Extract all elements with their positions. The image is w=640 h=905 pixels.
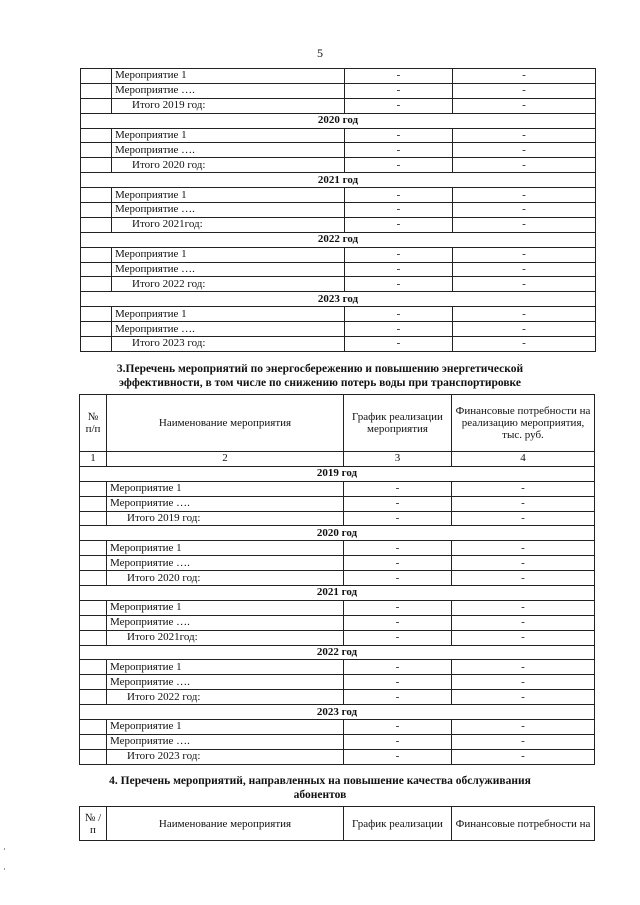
row-number-cell bbox=[81, 247, 112, 262]
table2-body bbox=[80, 466, 595, 764]
table-row bbox=[80, 496, 595, 511]
schedule-cell: - bbox=[344, 571, 452, 586]
total-label: Итого 2020 год: bbox=[107, 571, 344, 586]
schedule-cell: - bbox=[345, 188, 453, 203]
finance-cell: - bbox=[453, 322, 596, 337]
total-label: Итого 2021год: bbox=[107, 630, 344, 645]
table-row bbox=[80, 600, 595, 615]
table-row bbox=[81, 143, 596, 158]
table-row bbox=[81, 83, 596, 98]
table-row bbox=[80, 615, 595, 630]
total-row bbox=[80, 749, 595, 764]
year-label: 2020 год bbox=[80, 526, 595, 541]
table-row bbox=[81, 322, 596, 337]
finance-cell: - bbox=[453, 128, 596, 143]
column-number-2: 2 bbox=[107, 452, 344, 467]
activity-name: Мероприятие …. bbox=[112, 203, 345, 218]
finance-cell: - bbox=[453, 188, 596, 203]
row-number-cell bbox=[81, 217, 112, 232]
activity-name: Мероприятие 1 bbox=[107, 600, 344, 615]
schedule-cell: - bbox=[344, 720, 452, 735]
row-number-cell bbox=[80, 481, 107, 496]
total-label: Итого 2019 год: bbox=[112, 98, 345, 113]
table-row bbox=[80, 720, 595, 735]
total-row bbox=[81, 337, 596, 352]
activity-name: Мероприятие 1 bbox=[112, 247, 345, 262]
row-number-cell bbox=[80, 600, 107, 615]
schedule-cell: - bbox=[344, 496, 452, 511]
row-number-cell bbox=[81, 188, 112, 203]
activity-name: Мероприятие …. bbox=[112, 262, 345, 277]
header-name: Наименование мероприятия bbox=[107, 807, 344, 841]
schedule-cell: - bbox=[344, 660, 452, 675]
finance-cell: - bbox=[452, 734, 595, 749]
row-number-cell bbox=[81, 203, 112, 218]
table-row bbox=[80, 660, 595, 675]
finance-cell: - bbox=[453, 262, 596, 277]
activity-name: Мероприятие …. bbox=[107, 496, 344, 511]
schedule-cell: - bbox=[345, 158, 453, 173]
finance-cell: - bbox=[453, 143, 596, 158]
row-number-cell bbox=[80, 734, 107, 749]
row-number-cell bbox=[81, 307, 112, 322]
scan-artifact bbox=[4, 868, 5, 870]
schedule-cell: - bbox=[345, 337, 453, 352]
schedule-cell: - bbox=[345, 203, 453, 218]
column-number-1: 1 bbox=[80, 452, 107, 467]
activity-name: Мероприятие 1 bbox=[112, 69, 345, 84]
table1-body bbox=[81, 69, 596, 352]
row-number-cell bbox=[81, 128, 112, 143]
year-label: 2022 год bbox=[80, 645, 595, 660]
finance-cell: - bbox=[453, 307, 596, 322]
activity-name: Мероприятие 1 bbox=[112, 307, 345, 322]
year-row bbox=[80, 466, 595, 481]
energy-saving-activities-table bbox=[79, 394, 595, 765]
table2-column-numbers-row bbox=[80, 452, 595, 467]
section-3-title bbox=[0, 362, 640, 390]
finance-cell: - bbox=[453, 98, 596, 113]
year-row bbox=[80, 705, 595, 720]
finance-cell: - bbox=[452, 690, 595, 705]
row-number-cell bbox=[81, 322, 112, 337]
section-4-title-line-2: абонентов bbox=[293, 789, 347, 801]
activity-name: Мероприятие 1 bbox=[112, 128, 345, 143]
schedule-cell: - bbox=[344, 481, 452, 496]
schedule-cell: - bbox=[345, 143, 453, 158]
schedule-cell: - bbox=[344, 690, 452, 705]
year-label: 2022 год bbox=[81, 232, 596, 247]
finance-cell: - bbox=[452, 720, 595, 735]
finance-cell: - bbox=[452, 571, 595, 586]
schedule-cell: - bbox=[345, 128, 453, 143]
finance-cell: - bbox=[453, 69, 596, 84]
table-row bbox=[81, 128, 596, 143]
row-number-cell bbox=[81, 158, 112, 173]
finance-cell: - bbox=[453, 203, 596, 218]
activity-name: Мероприятие 1 bbox=[107, 660, 344, 675]
total-row bbox=[80, 511, 595, 526]
table-row bbox=[80, 556, 595, 571]
row-number-cell bbox=[81, 98, 112, 113]
row-number-cell bbox=[80, 630, 107, 645]
total-label: Итого 2021год: bbox=[112, 217, 345, 232]
finance-cell: - bbox=[452, 660, 595, 675]
activity-name: Мероприятие 1 bbox=[112, 188, 345, 203]
table-row bbox=[81, 247, 596, 262]
total-label: Итого 2020 год: bbox=[112, 158, 345, 173]
header-finance: Финансовые потребности на bbox=[452, 807, 595, 841]
year-row bbox=[80, 645, 595, 660]
finance-cell: - bbox=[452, 630, 595, 645]
row-number-cell bbox=[81, 337, 112, 352]
row-number-cell bbox=[81, 262, 112, 277]
activity-name: Мероприятие …. bbox=[112, 143, 345, 158]
header-finance: Финансовые потребности на реализацию мероприятия, тыс. руб. bbox=[452, 395, 595, 452]
row-number-cell bbox=[80, 720, 107, 735]
year-label: 2020 год bbox=[81, 113, 596, 128]
row-number-cell bbox=[80, 749, 107, 764]
year-label: 2023 год bbox=[81, 292, 596, 307]
finance-cell: - bbox=[453, 158, 596, 173]
finance-cell: - bbox=[453, 217, 596, 232]
table-row bbox=[80, 541, 595, 556]
activity-name: Мероприятие …. bbox=[107, 615, 344, 630]
header-name: Наименование мероприятия bbox=[107, 395, 344, 452]
section-3-title-line-2: эффективности, в том числе по снижению потерь воды при транспортировке bbox=[119, 377, 521, 389]
year-row bbox=[81, 113, 596, 128]
year-row bbox=[81, 232, 596, 247]
activity-name: Мероприятие 1 bbox=[107, 720, 344, 735]
section-3-title-line-1: 3.Перечень мероприятий по энергосбережению и повышению энергетической bbox=[116, 363, 524, 375]
header-num: № п/п bbox=[80, 395, 107, 452]
total-label: Итого 2022 год: bbox=[112, 277, 345, 292]
year-label: 2021 год bbox=[80, 586, 595, 601]
schedule-cell: - bbox=[344, 511, 452, 526]
table-row bbox=[80, 675, 595, 690]
activity-name: Мероприятие …. bbox=[107, 734, 344, 749]
table-row bbox=[81, 262, 596, 277]
schedule-cell: - bbox=[345, 98, 453, 113]
schedule-cell: - bbox=[344, 541, 452, 556]
table-row bbox=[81, 307, 596, 322]
row-number-cell bbox=[80, 571, 107, 586]
row-number-cell bbox=[81, 277, 112, 292]
finance-cell: - bbox=[452, 496, 595, 511]
total-row bbox=[81, 98, 596, 113]
year-label: 2021 год bbox=[81, 173, 596, 188]
finance-cell: - bbox=[453, 337, 596, 352]
finance-cell: - bbox=[452, 675, 595, 690]
table3-header-row bbox=[80, 807, 595, 841]
schedule-cell: - bbox=[344, 749, 452, 764]
finance-cell: - bbox=[452, 511, 595, 526]
row-number-cell bbox=[80, 615, 107, 630]
schedule-cell: - bbox=[345, 322, 453, 337]
finance-cell: - bbox=[452, 556, 595, 571]
section-4-title bbox=[0, 774, 640, 802]
total-label: Итого 2022 год: bbox=[107, 690, 344, 705]
total-label: Итого 2019 год: bbox=[107, 511, 344, 526]
year-row bbox=[81, 173, 596, 188]
service-quality-activities-table bbox=[79, 806, 595, 841]
year-row bbox=[81, 292, 596, 307]
row-number-cell bbox=[80, 675, 107, 690]
column-number-3: 3 bbox=[344, 452, 452, 467]
header-schedule: График реализации мероприятия bbox=[344, 395, 452, 452]
finance-cell: - bbox=[452, 615, 595, 630]
finance-cell: - bbox=[452, 600, 595, 615]
finance-cell: - bbox=[452, 541, 595, 556]
page-number: 5 bbox=[317, 46, 323, 60]
schedule-cell: - bbox=[345, 307, 453, 322]
column-number-4: 4 bbox=[452, 452, 595, 467]
year-label: 2019 год bbox=[80, 466, 595, 481]
schedule-cell: - bbox=[345, 69, 453, 84]
row-number-cell bbox=[81, 83, 112, 98]
year-row bbox=[80, 526, 595, 541]
schedule-cell: - bbox=[345, 247, 453, 262]
row-number-cell bbox=[80, 511, 107, 526]
table-row bbox=[80, 481, 595, 496]
schedule-cell: - bbox=[344, 675, 452, 690]
activity-name: Мероприятие …. bbox=[112, 322, 345, 337]
table-row bbox=[81, 188, 596, 203]
total-row bbox=[81, 217, 596, 232]
schedule-cell: - bbox=[344, 615, 452, 630]
row-number-cell bbox=[80, 541, 107, 556]
total-row bbox=[80, 571, 595, 586]
schedule-cell: - bbox=[344, 630, 452, 645]
row-number-cell bbox=[80, 496, 107, 511]
total-label: Итого 2023 год: bbox=[112, 337, 345, 352]
header-num: № /п bbox=[80, 807, 107, 841]
activity-name: Мероприятие …. bbox=[107, 556, 344, 571]
row-number-cell bbox=[81, 143, 112, 158]
year-row bbox=[80, 586, 595, 601]
total-row bbox=[80, 630, 595, 645]
header-schedule: График реализации bbox=[344, 807, 452, 841]
schedule-cell: - bbox=[345, 83, 453, 98]
finance-cell: - bbox=[453, 83, 596, 98]
row-number-cell bbox=[80, 556, 107, 571]
scan-artifact bbox=[4, 848, 5, 850]
finance-cell: - bbox=[453, 277, 596, 292]
schedule-cell: - bbox=[344, 600, 452, 615]
table-row bbox=[81, 203, 596, 218]
activity-name: Мероприятие …. bbox=[112, 83, 345, 98]
schedule-cell: - bbox=[345, 217, 453, 232]
row-number-cell bbox=[80, 660, 107, 675]
activity-name: Мероприятие …. bbox=[107, 675, 344, 690]
finance-cell: - bbox=[452, 749, 595, 764]
row-number-cell bbox=[81, 69, 112, 84]
activity-name: Мероприятие 1 bbox=[107, 481, 344, 496]
continued-activities-table bbox=[80, 68, 596, 352]
section-4-title-line-1: 4. Перечень мероприятий, направленных на повышение качества обслуживания bbox=[109, 775, 531, 787]
schedule-cell: - bbox=[345, 262, 453, 277]
table2-header-row bbox=[80, 395, 595, 452]
schedule-cell: - bbox=[345, 277, 453, 292]
total-row bbox=[80, 690, 595, 705]
schedule-cell: - bbox=[344, 556, 452, 571]
finance-cell: - bbox=[453, 247, 596, 262]
schedule-cell: - bbox=[344, 734, 452, 749]
year-label: 2023 год bbox=[80, 705, 595, 720]
activity-name: Мероприятие 1 bbox=[107, 541, 344, 556]
total-row bbox=[81, 158, 596, 173]
total-row bbox=[81, 277, 596, 292]
row-number-cell bbox=[80, 690, 107, 705]
total-label: Итого 2023 год: bbox=[107, 749, 344, 764]
table-row bbox=[80, 734, 595, 749]
finance-cell: - bbox=[452, 481, 595, 496]
table-row bbox=[81, 69, 596, 84]
